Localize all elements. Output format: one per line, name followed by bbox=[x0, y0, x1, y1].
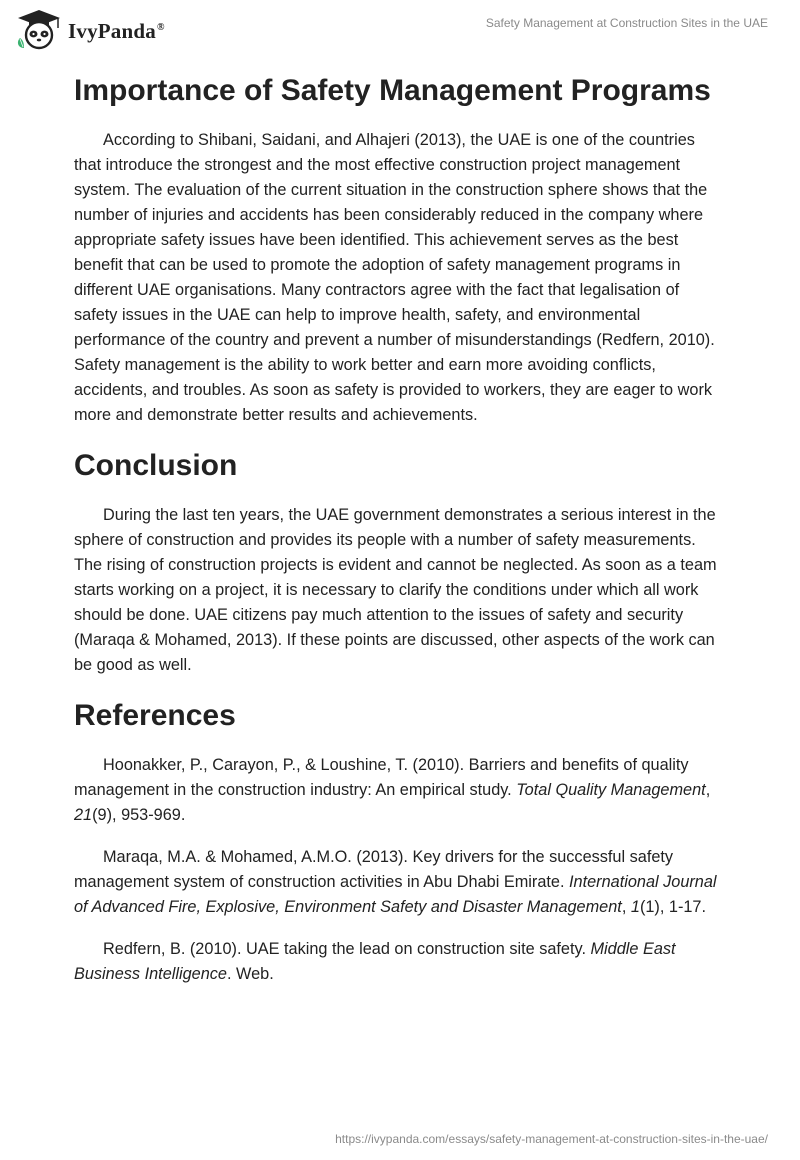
section-heading: Conclusion bbox=[74, 449, 238, 482]
source-url-link[interactable]: https://ivypanda.com/essays/safety-management-at-construction-sites-in-the-uae/ bbox=[335, 1132, 768, 1146]
page-header bbox=[0, 0, 800, 60]
ivypanda-logo[interactable] bbox=[14, 8, 165, 55]
panda-graduate-icon bbox=[14, 8, 64, 55]
essay-content bbox=[74, 70, 726, 1004]
section-importance bbox=[74, 71, 726, 428]
section-conclusion bbox=[74, 446, 726, 678]
reference-entry: Redfern, B. (2010). UAE taking the lead on construction site safety. Middle East Business Intelligence. Web. bbox=[74, 940, 676, 983]
section-paragraph: During the last ten years, the UAE government demonstrates a serious interest in the sphere of construction and provides its people with a number of safety measurements. The rising of construction projects is evident and cannot be neglected. As soon as a team starts working on a project, it is necessary to clarify the conditions under which all work should be done. UAE citizens pay much attention to the issues of safety and security (Maraqa & Mohamed, 2013). If these points are discussed, other aspects of the work can be good as well. bbox=[74, 506, 717, 674]
reference-entry: Maraqa, M.A. & Mohamed, A.M.O. (2013). Key drivers for the successful safety management system of construction activities in Abu Dhabi Emirate. International Journal of Advanced Fire, Explosive, Environment Safety and Disaster Management, 1(1), 1-17. bbox=[74, 848, 717, 916]
brand-name: IvyPanda® bbox=[68, 19, 165, 43]
reference-entry: Hoonakker, P., Carayon, P., & Loushine, T. (2010). Barriers and benefits of quality management in the construction industry: An empirical study. Total Quality Management, 21(9), 953-969. bbox=[74, 756, 711, 824]
references-heading: References bbox=[74, 699, 236, 732]
document-title: Safety Management at Construction Sites in the UAE bbox=[485, 16, 768, 30]
section-paragraph: According to Shibani, Saidani, and Alhajeri (2013), the UAE is one of the countries that introduce the strongest and the most effective construction project management system. The evaluation of the current situation in the construction sphere shows that the number of injuries and accidents has been considerably reduced in the company where appropriate safety issues have been identified. This achievement serves as the best benefit that can be used to promote the adoption of safety management programs in different UAE organisations. Many contractors agree with the fact that legalisation of safety issues in the UAE can help to improve health, safety, and environmental performance of the country and prevent a number of misunderstandings (Redfern, 2010). Safety management is the ability to work better and earn more avoiding conflicts, accidents, and troubles. As soon as safety is provided to workers, they are eager to work more and demonstrate better results and achievements. bbox=[74, 131, 715, 424]
section-references bbox=[74, 696, 726, 987]
section-heading: Importance of Safety Management Programs bbox=[74, 74, 711, 107]
